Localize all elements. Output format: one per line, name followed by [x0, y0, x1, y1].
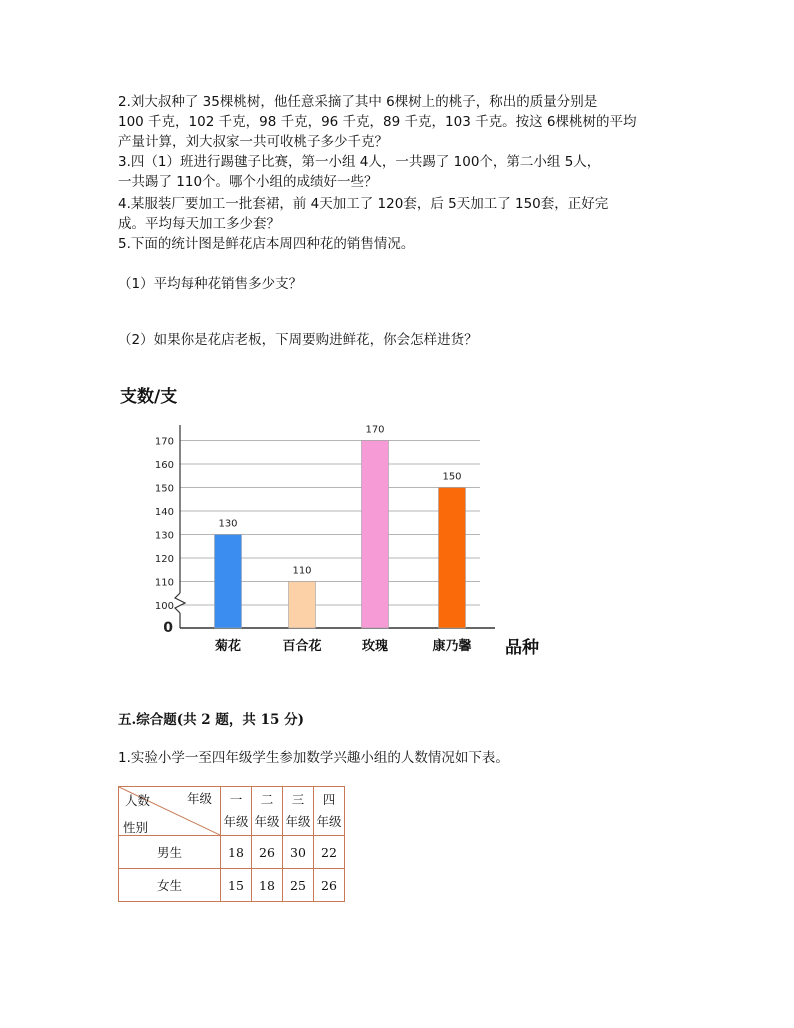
- table-cell: 18: [221, 836, 252, 869]
- bar: [289, 582, 316, 629]
- bar-data-label: 170: [365, 424, 385, 436]
- y-tick-label: 120: [154, 554, 174, 565]
- y-tick-label: 170: [154, 436, 174, 448]
- x-category-label: 玫瑰: [361, 639, 389, 654]
- x-category-label: 百合花: [282, 639, 322, 654]
- x-category-label: 菊花: [214, 639, 242, 654]
- grade-header-2: 二 年级: [252, 787, 283, 836]
- y-tick-label: 110: [154, 577, 174, 589]
- bar-data-label: 110: [292, 565, 312, 577]
- y-tick-label: 160: [154, 460, 174, 471]
- table-cell: 25: [283, 869, 314, 902]
- row-label-boys: 男生: [119, 836, 221, 869]
- table-row: [119, 869, 345, 902]
- table-row: [119, 836, 345, 869]
- y-tick-label: 150: [154, 483, 174, 495]
- table-cell: 26: [252, 836, 283, 869]
- y-tick-label: 100: [154, 601, 174, 612]
- x-axis-title: 品种: [505, 638, 539, 658]
- bar: [215, 535, 242, 629]
- row-label-girls: 女生: [119, 869, 221, 902]
- grade-header-1: 一 年级: [221, 787, 252, 836]
- y-tick-label: 130: [154, 530, 174, 542]
- bar: [439, 488, 466, 629]
- table-diagonal-header: 人数 年级 性别: [119, 787, 221, 836]
- table-cell: 22: [314, 836, 345, 869]
- section-title: 五.综合题(共 2 题，共 15 分): [118, 712, 304, 728]
- table-cell: 30: [283, 836, 314, 869]
- sub-question-2: （2）如果你是花店老板，下周要购进鲜花，你会怎样进货？: [118, 332, 478, 348]
- problem-4-text: 4.某服装厂要加工一批套裙，前 4天加工了 120套，后 5天加工了 150套，正好完 成。平均每天加工多少套？: [118, 196, 609, 232]
- bar-data-label: 150: [442, 471, 462, 483]
- grade-header-3: 三 年级: [283, 787, 314, 836]
- table-cell: 18: [252, 869, 283, 902]
- question-1-text: 1.实验小学一至四年级学生参加数学兴趣小组的人数情况如下表。: [118, 750, 509, 766]
- sub-question-1: （1）平均每种花销售多少支？: [118, 276, 303, 292]
- problem-2-text: 2.刘大叔种了 35棵桃树，他任意采摘了其中 6棵树上的桃子，称出的质量分别是 100 千克，102 千克，98 千克，96 千克，89 千克，103 千克。按这 6棵桃树的平均 产量计算，刘大叔家一共可收桃子多少千克？: [118, 94, 637, 150]
- bar: [362, 441, 389, 629]
- axis-break-mark: [175, 593, 185, 613]
- x-category-label: 康乃馨: [432, 639, 472, 654]
- table-cell: 15: [221, 869, 252, 902]
- y-tick-label: 0: [163, 620, 173, 636]
- y-axis-title: 支数/支: [120, 387, 178, 407]
- table-cell: 26: [314, 869, 345, 902]
- interest-group-table: [118, 786, 345, 902]
- problem-5-text: 5.下面的统计图是鲜花店本周四种花的销售情况。: [118, 236, 415, 252]
- problem-3-text: 3.四（1）班进行踢毽子比赛，第一小组 4人，一共踢了 100个，第二小组 5人， 一共踢了 110个。哪个小组的成绩好一些？: [118, 154, 601, 190]
- grade-header-4: 四 年级: [314, 787, 345, 836]
- flower-sales-bar-chart: [115, 380, 555, 660]
- y-tick-label: 140: [154, 507, 174, 518]
- bar-data-label: 130: [218, 518, 238, 530]
